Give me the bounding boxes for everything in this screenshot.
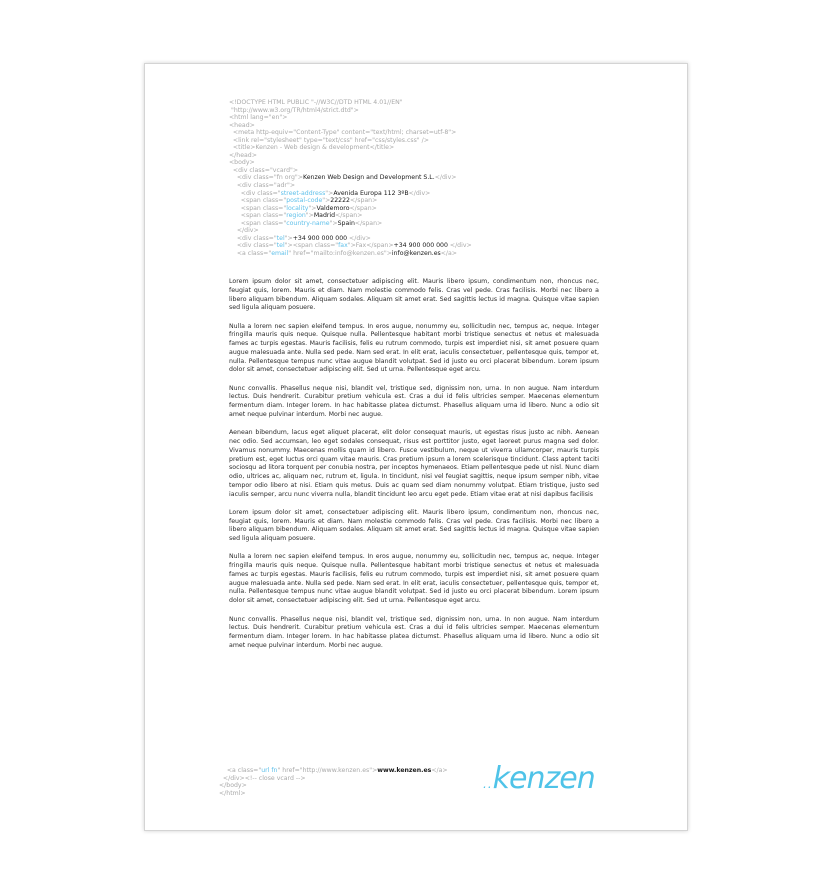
body-text — [229, 278, 599, 660]
code-attr: postal-code — [286, 197, 323, 205]
fax: +34 900 000 000 — [393, 242, 448, 250]
code-fragment: "> — [329, 219, 338, 227]
code-attr: url fn — [261, 767, 278, 774]
code-fragment: ">Fax</span> — [347, 242, 394, 250]
code-fragment: <a class=" — [219, 767, 262, 774]
region: Madrid — [313, 212, 336, 220]
code-fragment: </span> — [335, 212, 363, 220]
document-page — [144, 63, 688, 831]
paragraph: Nulla a lorem nec sapien eleifend tempus. In eros augue, nonummy eu, sollicitudin nec, tempus ac, neque. Integer fringilla mauris quis neque. Quisque nulla. Pellentesque habitant morbi tristique senectus et netus et malesuada fames ac turpis egestas. Mauris facilisis, felis eu rutrum commodo, turpis est imperdiet nisi, sit amet posuere quam augue malesuada ante. Nulla sed pede. Nam sed erat. In elit erat, iaculis consectetuer, pellentesque quis, tempor et, nulla. Pellentesque tempus nunc vitae augue blandit volutpat. Sed id justo eu orci placerat bibendum. Lorem ipsum dolor sit amet, consectetuer adipiscing elit. Sed ut urna. Pellentesque eget arcu. — [229, 553, 599, 605]
code-fragment: </div> — [434, 174, 457, 182]
telephone: +34 900 000 000 — [292, 234, 348, 242]
code-attr: tel — [276, 242, 285, 250]
code-attr: country-name — [286, 219, 330, 227]
paragraph: Nunc convallis. Phasellus neque nisi, blandit vel, tristique sed, dignissim non, urna. In non augue. Nam interdum lectus. Duis hendrerit. Curabitur pretium vehicula est. Cras a dui id felis ultricies semper. Maecenas elementum fermentum diam. Integer lorem. In hac habitasse platea dictumst. Phasellus aliquam urna id libero. Nunc a odio sit amet neque pulvinar interdum. Morbi nec augue. — [229, 384, 599, 418]
code-attr: street-address — [280, 189, 326, 197]
email-link[interactable]: info@kenzen.es — [391, 249, 441, 257]
paragraph: Nulla a lorem nec sapien eleifend tempus. In eros augue, nonummy eu, sollicitudin nec, tempus ac, neque. Integer fringilla mauris quis neque. Quisque nulla. Pellentesque habitant morbi tristique senectus et netus et malesuada fames ac turpis egestas. Mauris facilisis, felis eu rutrum commodo, turpis est imperdiet nisi, sit amet posuere quam augue malesuada ante. Nulla sed pede. Nam sed erat. In elit erat, iaculis consectetuer, pellentesque quis, tempor et, nulla. Pellentesque tempus nunc vitae augue blandit volutpat. Sed id justo eu orci placerat bibendum. Lorem ipsum dolor sit amet, consectetuer adipiscing elit. Sed ut urna. Pellentesque eget arcu. — [229, 322, 599, 374]
code-line: <div class="vcard"> — [229, 166, 299, 174]
footer-code-block — [219, 767, 479, 798]
code-fragment: <span class=" — [229, 204, 287, 212]
code-fragment: <div class=" — [229, 189, 281, 197]
code-fragment: " href="mailto:info@kenzen.es"> — [288, 249, 392, 257]
code-line: <body> — [229, 159, 255, 167]
code-fragment: <a class=" — [229, 249, 272, 257]
code-line: <title>Kenzen - Web design & development</title> — [229, 144, 395, 152]
code-fragment: </a> — [431, 767, 448, 774]
paragraph: Aenean bibendum, lacus eget aliquet placerat, elit dolor consequat mauris, ut egestas risus justo ac nibh. Aenean nec odio. Sed accumsan, leo eget sodales consequat, risus est porttitor justo, eget laoreet purus magna sed dolor. Vivamus nonummy. Maecenas mollis quam id libero. Fusce vestibulum, neque ut viverra ullamcorper, mauris turpis pretium est, eget luctus orci quam vitae mauris. Cras pretium ipsum a lorem scelerisque tincidunt. Class aptent taciti sociosqu ad litora torquent per conubia nostra, per inceptos hymenaeos. Etiam pellentesque pede ut nisl. Nunc diam odio, ultrices ac, aliquam nec, rutrum et, ligula. In tincidunt, nisi vel feugiat sagittis, neque ipsum semper nibh, vitae tempor odio libero at nisi. Etiam quis metus. Duis ac quam sed diam nonummy volutpat. Etiam tristique, justo sed iaculis semper, arcu nunc viverra nulla, blandit tincidunt leo arcu eget pede. Etiam vitae erat at nisi dapibus facilisis — [229, 429, 599, 498]
code-fragment: </span> — [349, 204, 377, 212]
html-code-block — [229, 99, 529, 257]
street-address: Avenida Europa 112 3ºB — [333, 189, 409, 197]
code-line: "http://www.w3.org/TR/html4/strict.dtd"> — [229, 106, 359, 114]
country-name: Spain — [337, 219, 355, 227]
code-line: <link rel="stylesheet" type="text/css" href="css/styles.css" /> — [229, 136, 429, 144]
code-fragment: <span class=" — [229, 212, 287, 220]
website-link[interactable]: www.kenzen.es — [377, 767, 432, 774]
code-fragment: </span> — [349, 197, 378, 205]
logo-text: kenzen — [492, 761, 595, 796]
code-line: </body> — [219, 782, 247, 790]
code-fragment: "> — [305, 212, 314, 220]
code-fragment: </a> — [440, 249, 457, 257]
code-fragment: <span class=" — [229, 219, 287, 227]
company-name: Kenzen Web Design and Development S.L. — [302, 174, 435, 182]
code-line: <html lang="en"> — [229, 114, 288, 122]
code-fragment: </div> — [447, 242, 472, 250]
kenzen-logo — [483, 761, 595, 796]
paragraph: Lorem ipsum dolor sit amet, consectetuer adipiscing elit. Mauris libero ipsum, condimentum non, rhoncus nec, feugiat quis, lorem. Mauris et diam. Nam molestie commodo felis. Cras vel pede. Cras facilisis. Morbi nec libero a libero aliquam bibendum. Aliquam sodales. Aliquam sit amet erat. Sed sagittis lectus id magna. Quisque vitae sapien sed ligula aliquam posuere. — [229, 278, 599, 312]
code-line: <div class="fn org"> — [229, 174, 303, 182]
code-fragment: <span class=" — [229, 197, 287, 205]
code-attr: region — [286, 212, 306, 220]
code-fragment: " href="http://www.kenzen.es"> — [277, 767, 378, 774]
code-attr: email — [271, 249, 289, 257]
code-fragment: "> — [308, 204, 317, 212]
code-line: </div> — [229, 227, 259, 235]
code-line: <meta http-equiv="Content-Type" content="text/html; charset=utf-8"> — [229, 129, 457, 137]
postal-code: 22222 — [330, 197, 350, 205]
code-line: <div class="adr"> — [229, 182, 296, 190]
paragraph: Lorem ipsum dolor sit amet, consectetuer adipiscing elit. Mauris libero ipsum, condimentum non, rhoncus nec, feugiat quis, lorem. Mauris et diam. Nam molestie commodo felis. Cras vel pede. Cras facilisis. Morbi nec libero a libero aliquam bibendum. Aliquam sodales. Aliquam sit amet erat. Sed sagittis lectus id magna. Quisque vitae sapien sed ligula aliquam posuere. — [229, 508, 599, 543]
locality: Valdemoro — [316, 204, 350, 212]
code-fragment: <div class=" — [229, 234, 277, 242]
code-fragment: "><span class=" — [284, 242, 339, 250]
logo-dots: .. — [483, 777, 493, 791]
code-attr: tel — [276, 234, 285, 242]
code-fragment: <div class=" — [229, 242, 277, 250]
code-fragment: </div> — [408, 189, 431, 197]
code-attr: fax — [338, 242, 348, 250]
code-fragment: </span> — [354, 219, 383, 227]
code-fragment: "> — [322, 197, 331, 205]
code-line: </head> — [229, 151, 257, 159]
code-line: <head> — [229, 121, 255, 129]
code-line: <!DOCTYPE HTML PUBLIC "-//W3C//DTD HTML 4.01//EN" — [229, 99, 403, 106]
code-line: </html> — [219, 790, 246, 798]
code-fragment: </div> — [347, 234, 371, 242]
code-fragment: "> — [325, 189, 334, 197]
code-fragment: "> — [284, 234, 293, 242]
code-line: </div><!-- close vcard --> — [219, 774, 306, 782]
code-attr: locality — [286, 204, 309, 212]
paragraph: Nunc convallis. Phasellus neque nisi, blandit vel, tristique sed, dignissim non, urna. In non augue. Nam interdum lectus. Duis hendrerit. Curabitur pretium vehicula est. Cras a dui id felis ultricies semper. Maecenas elementum fermentum diam. Integer lorem. In hac habitasse platea dictumst. Phasellus aliquam urna id libero. Nunc a odio sit amet neque pulvinar interdum. Morbi nec augue. — [229, 615, 599, 649]
